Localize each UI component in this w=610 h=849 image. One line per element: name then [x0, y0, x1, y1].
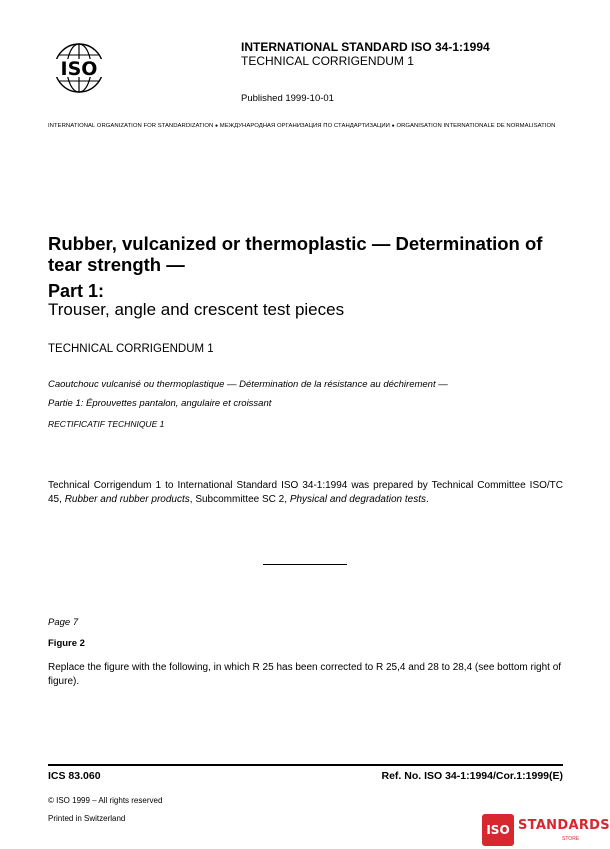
section-divider — [263, 564, 347, 565]
store-sublabel: STORE — [562, 836, 580, 842]
technical-corrigendum-heading: TECHNICAL CORRIGENDUM 1 — [48, 343, 214, 355]
part-heading: Part 1: — [48, 281, 105, 301]
reference-number: Ref. No. ISO 34-1:1994/Cor.1:1999(E) — [381, 770, 563, 782]
svg-text:ISO: ISO — [60, 58, 98, 80]
footer-divider — [48, 764, 563, 766]
iso-globe-icon — [46, 42, 112, 94]
part-subtitle: Trouser, angle and crescent test pieces — [48, 300, 345, 319]
store-label: STANDARDS — [518, 818, 610, 833]
standard-title: INTERNATIONAL STANDARD ISO 34-1:1994 — [241, 40, 490, 54]
store-badge-icon: ISO — [482, 814, 514, 846]
iso-standards-store-watermark — [482, 812, 610, 848]
org-name-en: INTERNATIONAL ORGANIZATION FOR STANDARDIZATION — [48, 123, 214, 129]
copyright-notice: © ISO 1999 – All rights reserved — [48, 796, 163, 805]
preparation-paragraph: Technical Corrigendum 1 to International Standard ISO 34-1:1994 was prepared by Technical Committee ISO/TC 45, Rubber and rubber products, Subcommittee SC 2, Physical and degradation tests. — [48, 480, 563, 505]
iso-logo — [46, 42, 112, 94]
published-date: Published 1999-10-01 — [241, 93, 334, 104]
bullet-separator-icon: ● — [391, 123, 395, 129]
french-corrigendum: RECTIFICATIF TECHNIQUE 1 — [48, 419, 165, 429]
org-name-ru: МЕЖДУНАРОДНАЯ ОРГАНИЗАЦИЯ ПО СТАНДАРТИЗАЦИИ — [219, 123, 390, 129]
organization-line — [48, 123, 555, 129]
page-reference: Page 7 — [48, 617, 79, 628]
bullet-separator-icon: ● — [214, 123, 219, 129]
committee-name: Rubber and rubber products — [64, 493, 190, 505]
document-title: Rubber, vulcanized or thermoplastic — Determination of tear strength — — [48, 233, 543, 275]
corrigendum-label: TECHNICAL CORRIGENDUM 1 — [241, 54, 414, 68]
subcommittee-name: Physical and degradation tests — [289, 493, 427, 505]
org-name-fr: ORGANISATION INTERNATIONALE DE NORMALISATION — [396, 123, 556, 129]
ics-code: ICS 83.060 — [48, 770, 101, 782]
correction-text: Replace the figure with the following, in which R 25 has been corrected to R 25,4 and 28 to 28,4 (see bottom right of figure). — [48, 662, 562, 687]
french-title: Caoutchouc vulcanisé ou thermoplastique — Détermination de la résistance au déchirement — — [48, 379, 448, 390]
french-part: Partie 1: Éprouvettes pantalon, angulaire et croissant — [48, 398, 272, 409]
figure-reference: Figure 2 — [48, 638, 85, 649]
printed-location: Printed in Switzerland — [48, 814, 126, 823]
